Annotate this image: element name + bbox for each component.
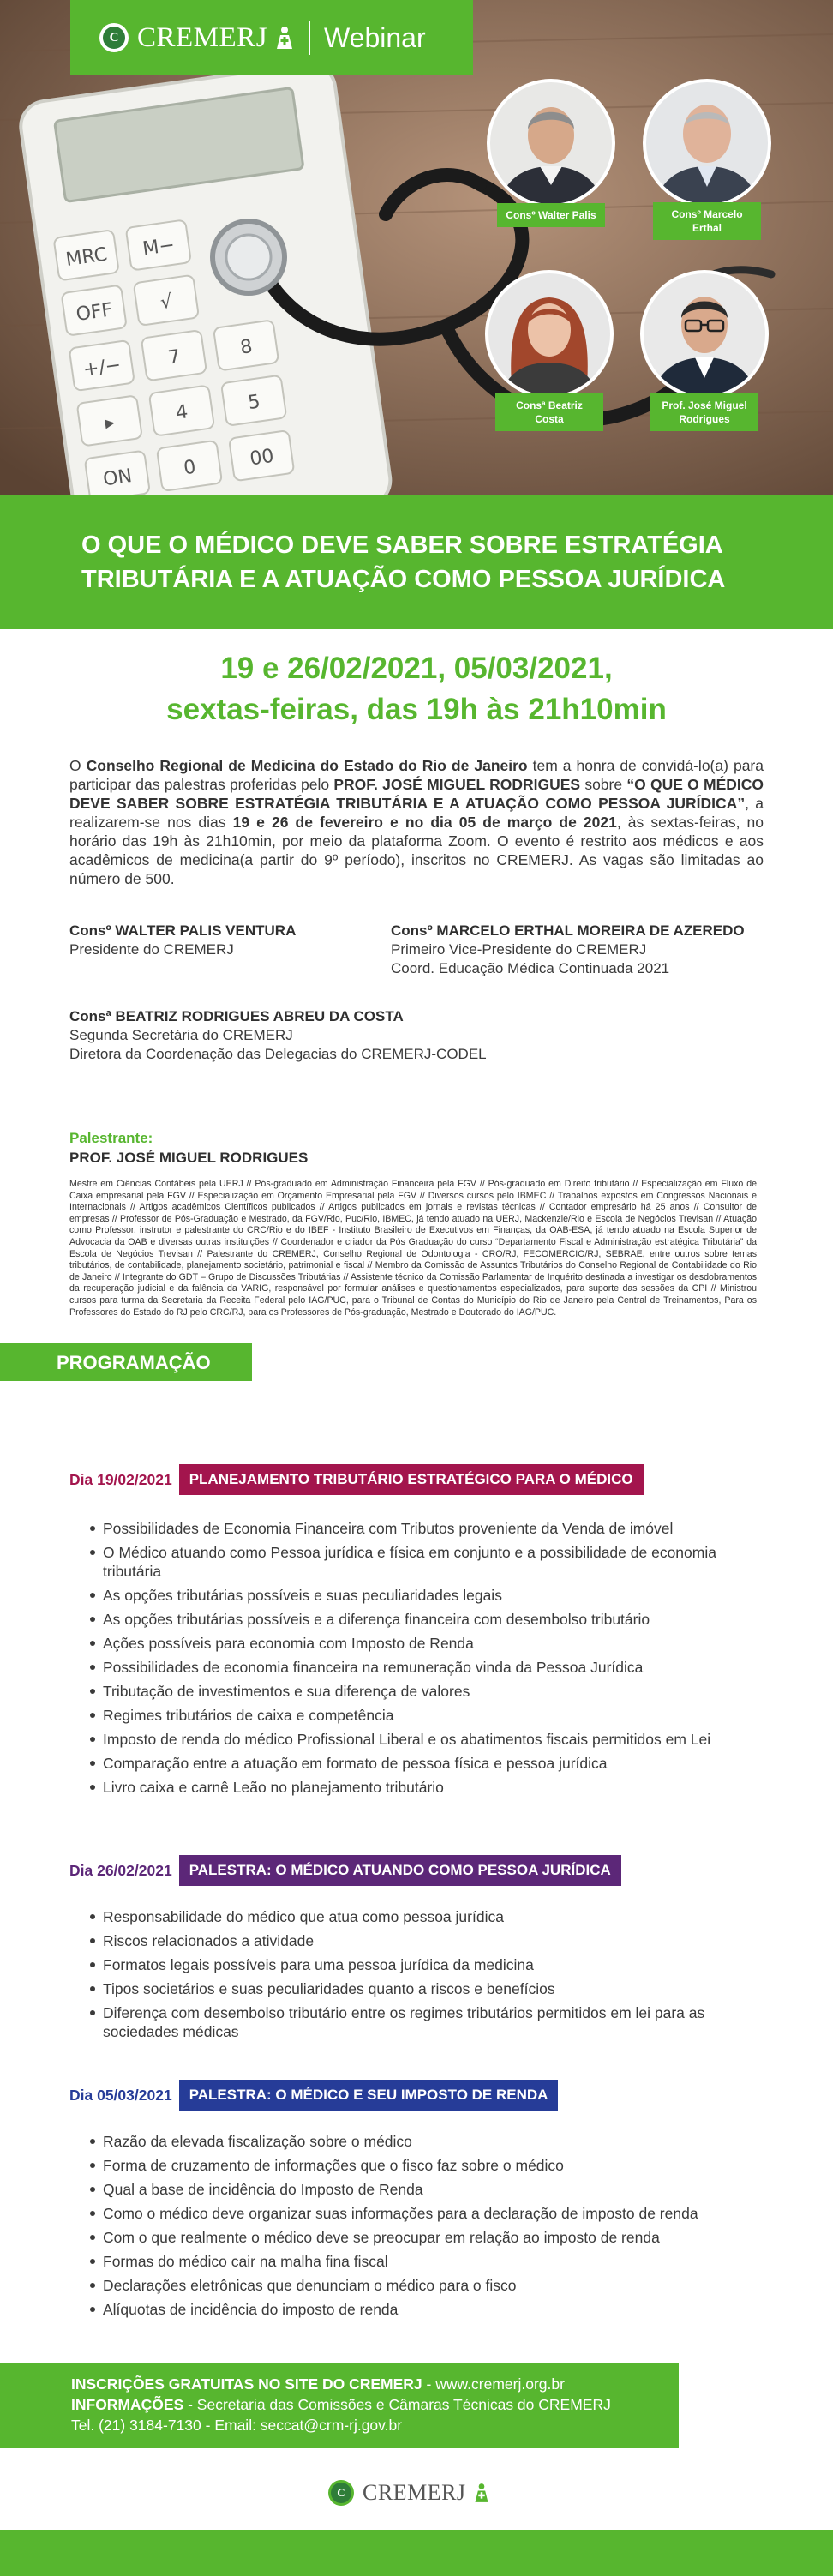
speaker-card-walter [487, 79, 615, 227]
svg-text:8: 8 [238, 335, 255, 359]
day-title-pill: PLANEJAMENTO TRIBUTÁRIO ESTRATÉGICO PARA O MÉDICO [179, 1464, 644, 1495]
registration-footer [0, 2363, 679, 2448]
speaker-label: Consº Marcelo Erthal [653, 202, 761, 240]
list-item: As opções tributárias possíveis e a diferença financeira com desembolso tributário [90, 1610, 758, 1629]
speaker-photo [640, 270, 769, 399]
list-item: O Médico atuando como Pessoa jurídica e física em conjunto e a possibilidade de economia tributária [90, 1543, 758, 1581]
doctor-figure-icon [274, 26, 295, 50]
list-item: Livro caixa e carnê Leão no planejamento tributário [90, 1778, 758, 1797]
event-dates: 19 e 26/02/2021, 05/03/2021, sextas-feiras, das 19h às 21h10min [166, 652, 667, 726]
speaker-card-beatriz [485, 270, 614, 431]
svg-text:▸: ▸ [103, 411, 117, 435]
list-item: Possibilidades de economia financeira na remuneração vinda da Pessoa Jurídica [90, 1658, 758, 1677]
event-title: O QUE O MÉDICO DEVE SABER SOBRE ESTRATÉGIA TRIBUTÁRIA E A ATUAÇÃO COMO PESSOA JURÍDICA [81, 531, 726, 593]
registration-link[interactable]: - www.cremerj.org.br [422, 2375, 565, 2393]
list-item: Declarações eletrônicas que denunciam o médico para o fisco [90, 2276, 758, 2295]
program-day-1-topics [90, 1519, 758, 1802]
list-item: Regimes tributários de caixa e competência [90, 1706, 758, 1725]
cremerj-logo-icon: C [99, 23, 129, 52]
svg-text:√: √ [159, 291, 174, 315]
speaker-photo [643, 79, 771, 207]
svg-text:M−: M− [141, 234, 177, 261]
svg-text:7: 7 [166, 345, 182, 369]
svg-text:MRC: MRC [64, 243, 109, 272]
list-item: Alíquotas de incidência do imposto de renda [90, 2300, 758, 2319]
program-day-1-header [69, 1464, 644, 1495]
contact-line[interactable]: Tel. (21) 3184-7130 - Email: seccat@crm-rj.gov.br [71, 2417, 403, 2434]
day-date: Dia 26/02/2021 [69, 1861, 172, 1879]
lecturer-bio: Mestre em Ciências Contábeis pela UERJ // Pós-graduado em Administração Financeira pela FGV // Pós-graduado em Direito tributário // Especialização em Fluxo de Caixa empresarial pela FGV // Especialização em Orçamento Empresarial pela FGV // Diversos cursos pelo IBMEC // Trabalhos expostos em Congressos Nacionais e Internacionais // Artigos acadêmicos Científicos publicados // Artigos publicados em jornais e revistas técnicas // Contador empresário há 25 anos // Consultor de empresas // Professor de Pós-Graduação e Mestrado, da FGV/Rio, Puc/Rio, IBMEC, já tendo atuado na UERJ, Mackenzie/Rio e Escola de Negócios Trevisan // Atuação como Professor, instrutor e palestrante do CRC/Rio e do IBEF - Instituto Brasileiro de Executivos em Finanças, da OAB-ESA, já tendo atuado na Escola Superior de Advocacia da OAB e diversas outras instituições // Coordenador e criador da Pós Graduação do curso “Departamento Fiscal e Administração estratégica Tributária” da Escola de Negócios Trevisan // Palestrante do CREMERJ, Conselho Regional de Odontologia - CRO/RJ, FECOMERCIO/RJ, SEBRAE, entre outros sobre temas tributários, de contabilidade, planejamento societário, patrimonial e fiscal // Membro da Comissão de Assuntos Tributários do Conselho Regional de Contabilidade do Rio de Janeiro // Integrante do GDT – Grupo de Discussões Tributárias // Assistente técnico da Comissão Parlamentar de Inquérito destinada a investigar os desdobramentos da recuperação judicial e da falência da VARIG, responsável por formular análises e questionamentos especializados, para suporte das sessões da CPI // Ministrou cursos para turma da Secretaria da Receita Federal pelo IAG/PUC, para o Tribunal de Contas do Município do Rio de Janeiro pela Central de Treinamentos, Para os Professores do Estado do RJ pelo CRC/RJ, para os Professores de Pós-graduação, Mestrado e Doutorado do IAG/PUC. [69, 1179, 757, 1318]
brand-separator [309, 21, 310, 55]
list-item: Com o que realmente o médico deve se preocupar em relação ao imposto de renda [90, 2228, 758, 2247]
svg-text:0: 0 [182, 456, 198, 480]
svg-text:+/−: +/− [81, 354, 123, 381]
portrait-avatar-icon [490, 82, 612, 204]
day-date: Dia 05/03/2021 [69, 2086, 172, 2104]
info-line: INFORMAÇÕES - Secretaria das Comissões e Câmaras Técnicas do CREMERJ [71, 2396, 611, 2413]
hero-banner [0, 0, 833, 495]
lecturer-label: Palestrante: [69, 1130, 153, 1146]
signatory-beatriz: Consª BEATRIZ RODRIGUES ABREU DA COSTA Segunda Secretária do CREMERJ Diretora da Coordenação das Delegacias do CREMERJ-CODEL [69, 1008, 487, 1062]
list-item: Qual a base de incidência do Imposto de Renda [90, 2180, 758, 2199]
program-day-3-topics [90, 2132, 758, 2324]
speaker-card-marcelo [643, 79, 771, 240]
program-day-2-header [69, 1855, 621, 1886]
day-title-pill: PALESTRA: O MÉDICO ATUANDO COMO PESSOA JURÍDICA [179, 1855, 621, 1886]
doctor-figure-icon [473, 2483, 490, 2503]
program-heading: PROGRAMAÇÃO [0, 1343, 252, 1381]
speaker-label: Prof. José Miguel Rodrigues [650, 393, 758, 431]
svg-text:4: 4 [174, 401, 189, 424]
signatory-marcelo: Consº MARCELO ERTHAL MOREIRA DE AZEREDO Primeiro Vice-Presidente do CREMERJ Coord. Educação Médica Continuada 2021 [391, 922, 745, 976]
list-item: Como o médico deve organizar suas informações para a declaração de imposto de renda [90, 2204, 758, 2223]
brand-name: CREMERJ [137, 21, 268, 53]
speaker-photo [487, 79, 615, 207]
lecturer-name: PROF. JOSÉ MIGUEL RODRIGUES [69, 1150, 309, 1166]
list-item: Razão da elevada fiscalização sobre o médico [90, 2132, 758, 2151]
svg-text:5: 5 [246, 391, 262, 415]
webinar-label: Webinar [324, 21, 426, 53]
speaker-photo [485, 270, 614, 399]
list-item: Tributação de investimentos e sua diferença de valores [90, 1682, 758, 1701]
day-date: Dia 19/02/2021 [69, 1470, 172, 1488]
list-item: Responsabilidade do médico que atua como pessoa jurídica [90, 1907, 758, 1926]
portrait-avatar-icon [644, 273, 765, 395]
list-item: Forma de cruzamento de informações que o fisco faz sobre o médico [90, 2156, 758, 2175]
list-item: Tipos societários e suas peculiaridades quanto a riscos e benefícios [90, 1979, 758, 1998]
portrait-avatar-icon [646, 82, 768, 204]
list-item: Diferença com desembolso tributário entre os regimes tributários permitidos em lei para as sociedades médicas [90, 2003, 758, 2041]
svg-text:ON: ON [101, 465, 134, 491]
footer-logo [328, 2480, 490, 2506]
brand-name: CREMERJ [363, 2480, 466, 2505]
list-item: Formas do médico cair na malha fina fiscal [90, 2252, 758, 2271]
cremerj-logo-icon: C [328, 2480, 354, 2506]
program-day-3-header [69, 2080, 558, 2111]
list-item: Formatos legais possíveis para uma pessoa jurídica da medicina [90, 1955, 758, 1974]
list-item: Possibilidades de Economia Financeira com Tributos proveniente da Venda de imóvel [90, 1519, 758, 1538]
invitation-paragraph: O Conselho Regional de Medicina do Estado do Rio de Janeiro tem a honra de convidá-lo(a) para participar das palestras proferidas pelo PROF. JOSÉ MIGUEL RODRIGUES sobre “O QUE O MÉDICO DEVE SABER SOBRE ESTRATÉGIA TRIBUTÁRIA E A ATUAÇÃO COMO PESSOA JURÍDICA”, a realizarem-se nos dias 19 e 26 de fevereiro e no dia 05 de março de 2021, às sextas-feiras, no horário das 19h às 21h10min, por meio da plataforma Zoom. O evento é restrito aos médicos e aos acadêmicos de medicina(a partir do 9º período), inscritos no CREMERJ. As vagas são limitadas ao número de 500. [69, 757, 764, 887]
day-title-pill: PALESTRA: O MÉDICO E SEU IMPOSTO DE RENDA [179, 2080, 559, 2111]
signatory-walter: Consº WALTER PALIS VENTURA Presidente do CREMERJ [69, 922, 297, 958]
bottom-strip [0, 2530, 833, 2576]
list-item: As opções tributárias possíveis e suas peculiaridades legais [90, 1586, 758, 1605]
list-item: Comparação entre a atuação em formato de pessoa física e pessoa jurídica [90, 1754, 758, 1773]
registration-line: INSCRIÇÕES GRATUITAS NO SITE DO CREMERJ - www.cremerj.org.br [71, 2375, 565, 2393]
portrait-avatar-icon [488, 273, 610, 395]
event-title-band [0, 495, 833, 629]
speaker-label: Consª Beatriz Costa [495, 393, 603, 431]
svg-text:00: 00 [248, 445, 276, 471]
list-item: Ações possíveis para economia com Imposto de Renda [90, 1634, 758, 1653]
speaker-card-jose-miguel [640, 270, 769, 431]
brand-header-bar [70, 0, 473, 75]
svg-text:OFF: OFF [75, 299, 114, 326]
list-item: Imposto de renda do médico Profissional Liberal e os abatimentos fiscais permitidos em Lei [90, 1730, 758, 1749]
program-day-2-topics [90, 1907, 758, 2046]
list-item: Riscos relacionados a atividade [90, 1931, 758, 1950]
speaker-label: Consº Walter Palis [497, 203, 605, 227]
